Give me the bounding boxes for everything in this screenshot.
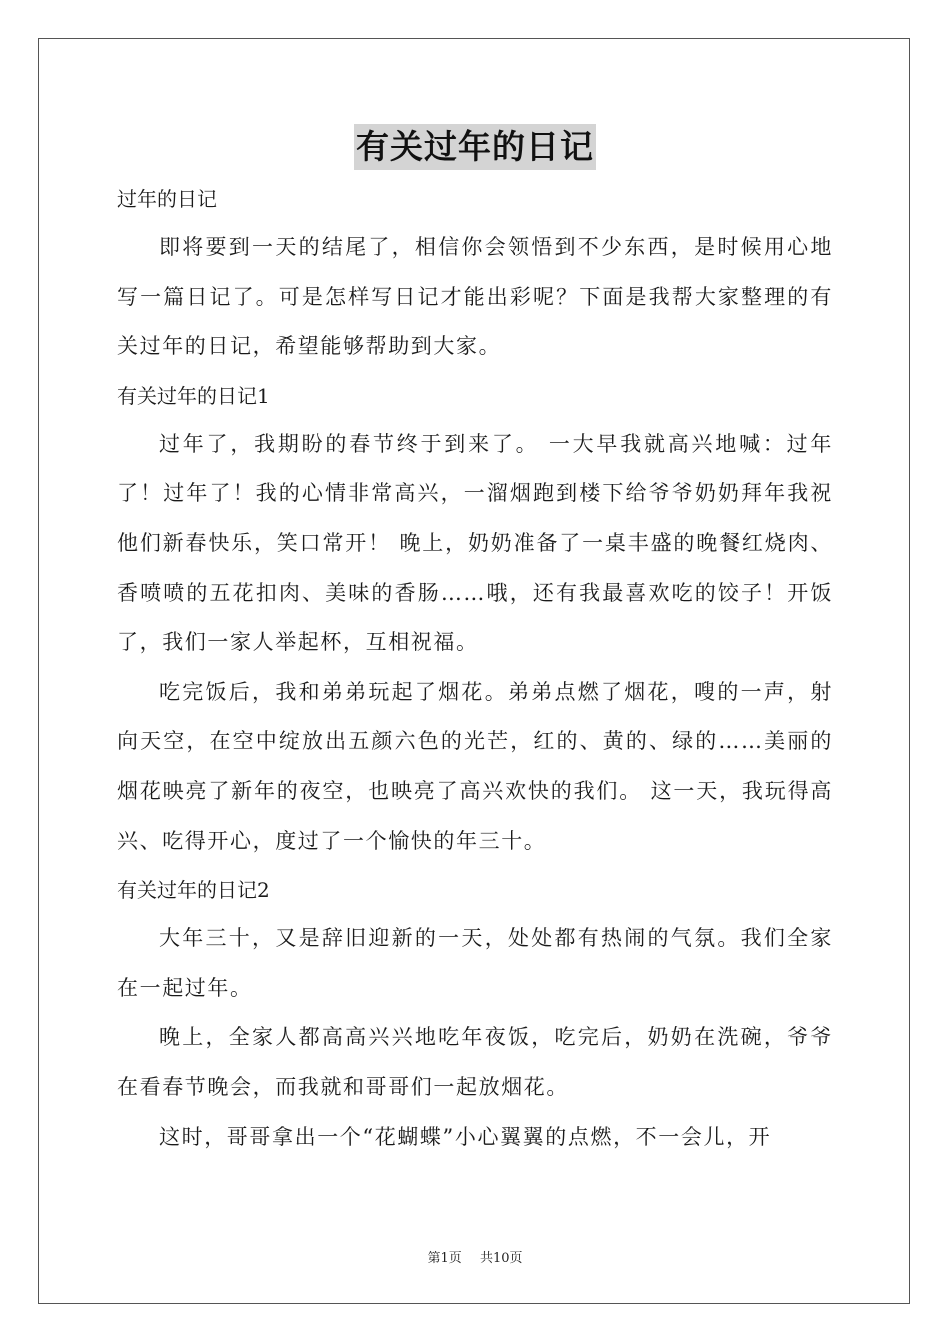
paragraph: 过年了，我期盼的春节终于到来了。 一大早我就高兴地喊：过年了！过年了！我的心情非常高兴，一溜烟跑到楼下给爷爷奶奶拜年我祝他们新春快乐，笑口常开！ 晚上，奶奶准备了一桌丰盛的晚餐红烧肉、香喷喷的五花扣肉、美味的香肠……哦，还有我最喜欢吃的饺子！开饭了，我们一家人举起杯，互相祝福。 (117, 431, 833, 655)
paragraph: 吃完饭后，我和弟弟玩起了烟花。弟弟点燃了烟花，嗖的一声，射向天空，在空中绽放出五颜六色的光芒，红的、黄的、绿的……美丽的烟花映亮了新年的夜空，也映亮了高兴欢快的我们。 这一天，我玩得高兴、吃得开心，度过了一个愉快的年三十。 (117, 679, 833, 853)
document-body (117, 175, 833, 1162)
paragraph: 这时，哥哥拿出一个“花蝴蝶”小心翼翼的点燃，不一会儿，开 (159, 1124, 772, 1149)
section-heading: 有关过年的日记2 (117, 878, 270, 903)
paragraph: 晚上，全家人都高高兴兴地吃年夜饭，吃完后，奶奶在洗碗，爷爷在看春节晚会，而我就和哥哥们一起放烟花。 (117, 1025, 833, 1099)
page-footer (0, 1247, 950, 1266)
title-container (0, 124, 950, 170)
document-title: 有关过年的日记 (354, 124, 596, 170)
total-pages: 共10页 (479, 1251, 523, 1266)
paragraph: 即将要到一天的结尾了，相信你会领悟到不少东西，是时候用心地写一篇日记了。可是怎样写日记才能出彩呢？下面是我帮大家整理的有关过年的日记，希望能够帮助到大家。 (117, 235, 833, 359)
paragraph: 大年三十，又是辞旧迎新的一天，处处都有热闹的气氛。我们全家在一起过年。 (117, 926, 833, 1000)
section-heading: 有关过年的日记1 (117, 383, 270, 408)
page-number: 第1页 (427, 1251, 462, 1266)
section-heading: 过年的日记 (117, 187, 217, 211)
